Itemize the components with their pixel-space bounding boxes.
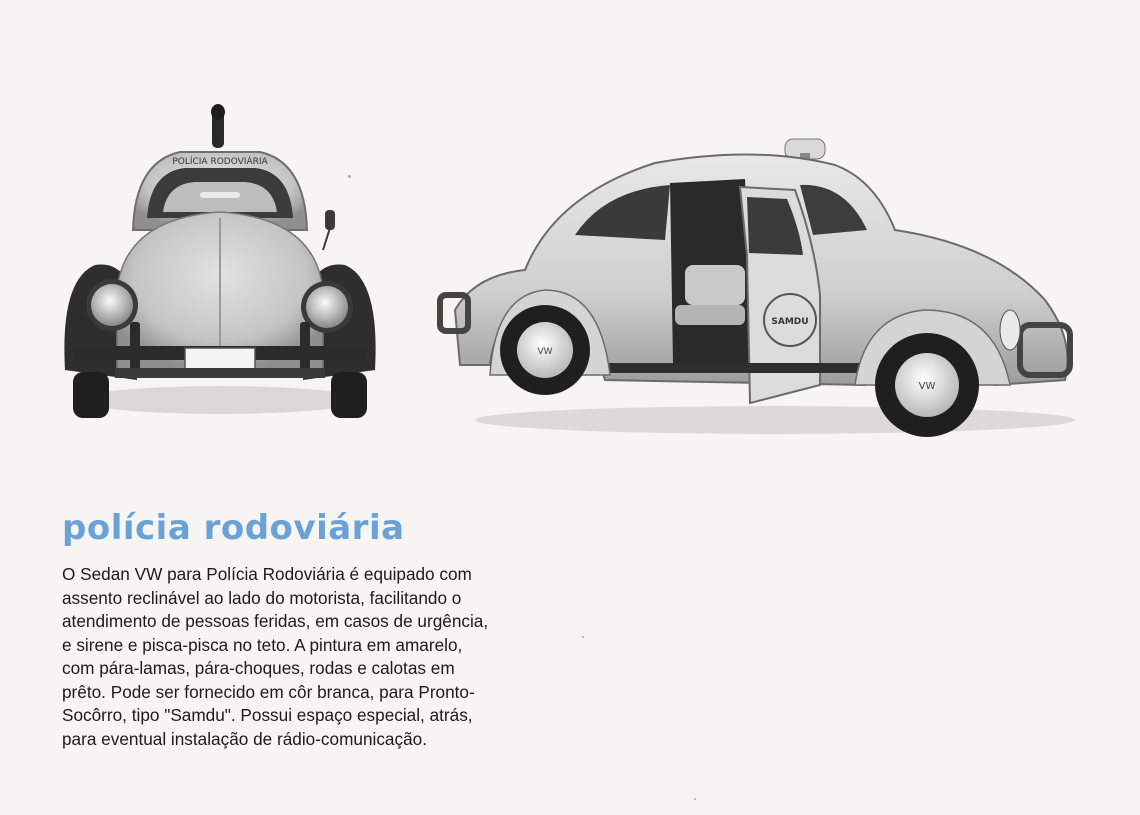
door-emblem-text: SAMDU	[771, 317, 809, 327]
description-line: com pára-lamas, pára-choques, rodas e calotas em	[62, 658, 455, 678]
roof-sign-text: POLÍCIA RODOVIÁRIA	[172, 157, 268, 167]
description-line: prêto. Pode ser fornecido em côr branca, para Pronto-	[62, 681, 475, 702]
paper-speck	[348, 175, 351, 178]
description-line: e sirene e pisca-pisca no teto. A pintura em amarelo,	[62, 634, 463, 655]
description-line: atendimento de pessoas feridas, em casos de urgência,	[62, 611, 489, 631]
description-line: para eventual instalação de rádio-comunicação.	[62, 728, 427, 749]
paper-speck	[582, 636, 584, 638]
side-view-car-photo	[435, 135, 1090, 445]
description-line: Socôrro, tipo "Samdu". Possui espaço especial, atrás,	[62, 705, 473, 725]
description-line: O Sedan VW para Polícia Rodoviária é equipado com	[62, 564, 472, 584]
description-paragraph	[62, 563, 540, 751]
svg-text:VW: VW	[537, 347, 553, 357]
description-line: assento reclinável ao lado do motorista, facilitando o	[62, 587, 462, 608]
front-view-car-photo	[55, 100, 385, 430]
section-heading: polícia rodoviária	[62, 508, 405, 548]
paper-speck	[694, 798, 696, 800]
svg-text:VW: VW	[918, 381, 936, 392]
